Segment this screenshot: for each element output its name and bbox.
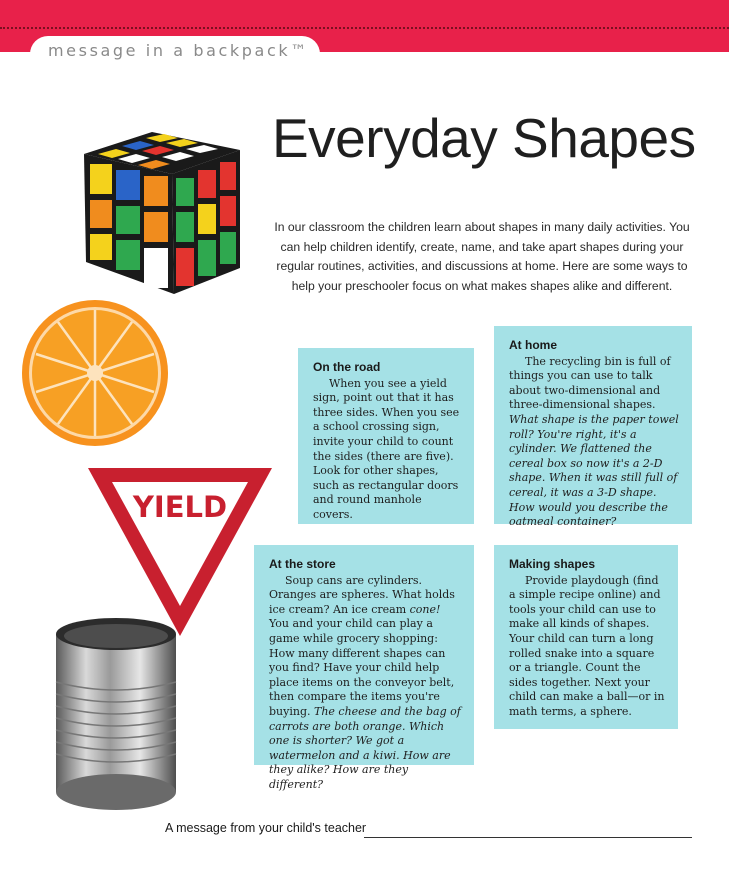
yield-sign-text: YIELD (132, 490, 228, 524)
on-the-road-body: When you see a yield sign, point out that it has three sides. When you see a school crossing sign, invite your child to count the sides (there are five). Look for other shapes, such as rectangular doors and round manhole covers. (313, 376, 460, 521)
at-the-store-heading: At the store (269, 557, 336, 571)
at-home-body-italic: What shape is the paper towel roll? You're right, it's a cylinder. We flattened the cereal box so now it's a 2-D shape. When it was still full of cereal, it was a 3-D shape. How would you describe the oatmeal container? (509, 412, 679, 529)
teacher-signature-line (364, 837, 692, 838)
making-shapes-heading: Making shapes (509, 557, 596, 571)
at-home-heading: At home (509, 338, 557, 352)
rubiks-cube-image (80, 128, 248, 296)
on-the-road-heading: On the road (313, 360, 381, 374)
making-shapes-box (494, 545, 678, 729)
on-the-road-box (298, 348, 474, 524)
page-title: Everyday Shapes (272, 107, 696, 169)
at-the-store-body (269, 574, 462, 793)
at-the-store-box (254, 545, 474, 791)
brand-label: message in a backpack™ (48, 41, 309, 60)
orange-slice-image (20, 298, 170, 448)
intro-paragraph: In our classroom the children learn about shapes in many daily activities. You can help children identify, create, name, and take apart shapes during your regular routines, activities, and discussions at home. Here are some ways to help your preschooler focus on what makes shapes alike and different. (274, 220, 690, 293)
at-the-store-body-plain-2: You and your child can play a game while grocery shopping: How many different shapes can you find? Have your child help place items on the conveyor belt, then compare the items you're buying. (269, 617, 455, 718)
teacher-message-label: A message from your child's teacher (165, 821, 367, 835)
at-home-body (509, 355, 680, 530)
at-the-store-body-plain-1: Soup cans are cylinders. Oranges are spheres. What holds ice cream? An ice cream (269, 573, 455, 616)
yield-sign-image (86, 466, 274, 638)
at-the-store-body-italic-2: The cheese and the bag of carrots are both orange. Which one is shorter? We got a watermelon and a kiwi. How are they alike? How are they different? (269, 704, 461, 791)
at-home-body-plain: The recycling bin is full of things you can use to talk about two-dimensional and three-dimensional shapes. (509, 354, 671, 412)
making-shapes-body: Provide playdough (find a simple recipe online) and tools your child can use to make all kinds of shapes. Your child can turn a long rolled snake into a square or a triangle. Count the sides together. Next your child can make a ball—or in math terms, a sphere. (509, 573, 665, 718)
at-the-store-body-italic-1: cone! (409, 602, 441, 616)
tin-can-image (50, 614, 182, 814)
at-home-box (494, 326, 692, 529)
dotted-rule (0, 27, 729, 29)
